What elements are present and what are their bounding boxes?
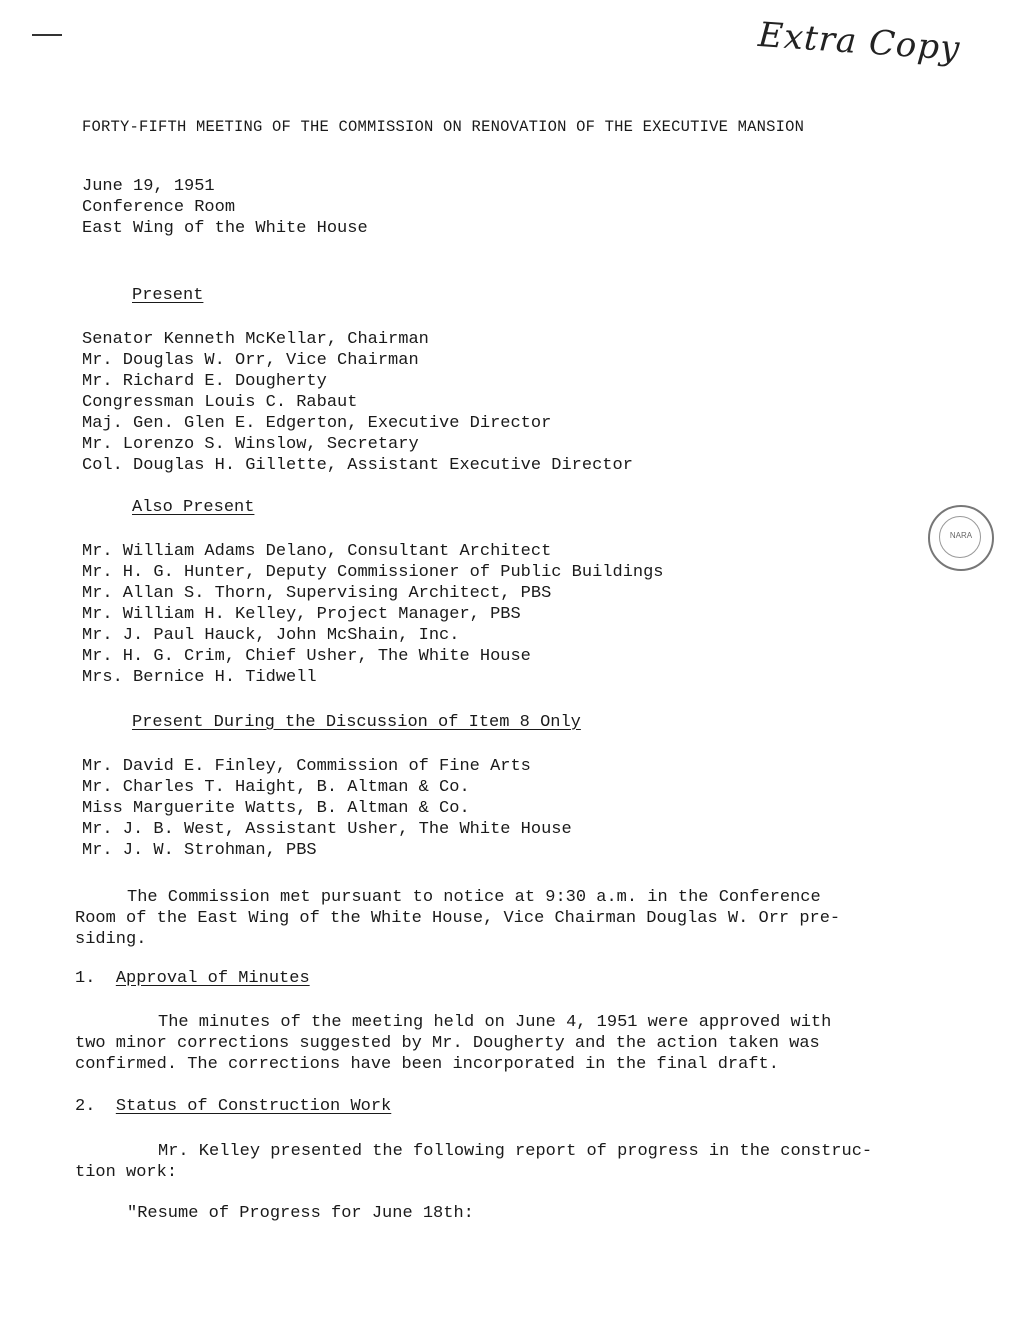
list-item: Miss Marguerite Watts, B. Altman & Co.: [82, 799, 470, 818]
item8-present-list: [82, 756, 572, 861]
paragraph-line: Room of the East Wing of the White House, Vice Chairman Douglas W. Orr pre-: [75, 909, 841, 928]
list-item: Mr. William Adams Delano, Consultant Architect: [82, 542, 552, 561]
list-item: Mr. H. G. Hunter, Deputy Commissioner of Public Buildings: [82, 563, 664, 582]
paragraph-line: tion work:: [75, 1163, 178, 1182]
paragraph-line: two minor corrections suggested by Mr. Dougherty and the action taken was: [75, 1034, 820, 1053]
list-item: Mr. Lorenzo S. Winslow, Secretary: [82, 435, 419, 454]
list-item: Mr. Charles T. Haight, B. Altman & Co.: [82, 778, 470, 797]
list-item: Mr. David E. Finley, Commission of Fine Arts: [82, 757, 531, 776]
archive-stamp: [928, 505, 994, 571]
paragraph-line: confirmed. The corrections have been incorporated in the final draft.: [75, 1055, 779, 1074]
list-item: Mr. Allan S. Thorn, Supervising Architect, PBS: [82, 584, 552, 603]
list-item: Col. Douglas H. Gillette, Assistant Executive Director: [82, 456, 633, 475]
list-item: Senator Kenneth McKellar, Chairman: [82, 330, 429, 349]
section-1-body: [75, 1012, 875, 1075]
section-number: 2.: [75, 1097, 96, 1116]
list-item: Mr. J. W. Strohman, PBS: [82, 841, 317, 860]
section-1-heading: [75, 968, 875, 989]
section-number: 1.: [75, 969, 96, 988]
document-title: FORTY-FIFTH MEETING OF THE COMMISSION ON RENOVATION OF THE EXECUTIVE MANSION: [82, 118, 805, 136]
meeting-header: [82, 176, 368, 239]
section-title: Approval of Minutes: [115, 969, 310, 988]
list-item: Mr. Richard E. Dougherty: [82, 372, 327, 391]
list-item: Mr. Douglas W. Orr, Vice Chairman: [82, 351, 419, 370]
list-item: Mrs. Bernice H. Tidwell: [82, 668, 317, 687]
list-item: Maj. Gen. Glen E. Edgerton, Executive Director: [82, 414, 552, 433]
meeting-location: East Wing of the White House: [82, 219, 368, 238]
list-item: Mr. H. G. Crim, Chief Usher, The White House: [82, 647, 531, 666]
meeting-room: Conference Room: [82, 198, 236, 217]
progress-quote: [75, 1203, 875, 1224]
section-title: Status of Construction Work: [115, 1097, 392, 1116]
intro-paragraph: [75, 887, 875, 950]
paragraph-line: Mr. Kelley presented the following report of progress in the construc-: [158, 1142, 873, 1161]
section-2-heading: [75, 1096, 875, 1117]
section-2-body: [75, 1141, 875, 1183]
meeting-date: June 19, 1951: [82, 177, 215, 196]
paragraph-line: The minutes of the meeting held on June 4, 1951 were approved with: [158, 1013, 832, 1032]
list-item: Mr. J. B. West, Assistant Usher, The White House: [82, 820, 572, 839]
present-heading: Present: [132, 286, 204, 305]
list-item: Mr. William H. Kelley, Project Manager, PBS: [82, 605, 521, 624]
list-item: Mr. J. Paul Hauck, John McShain, Inc.: [82, 626, 460, 645]
archive-stamp-label: NARA: [949, 531, 973, 540]
item8-heading: Present During the Discussion of Item 8 Only: [132, 713, 581, 732]
quote-start: "Resume of Progress for June 18th:: [127, 1204, 474, 1223]
handwritten-annotation: Extra Copy: [756, 14, 962, 70]
paragraph-line: The Commission met pursuant to notice at 9:30 a.m. in the Conference: [127, 888, 821, 907]
also-present-list: [82, 541, 664, 688]
present-list: [82, 329, 633, 476]
list-item: Congressman Louis C. Rabaut: [82, 393, 358, 412]
also-present-heading: Also Present: [132, 498, 255, 517]
margin-mark: [32, 34, 62, 36]
paragraph-line: siding.: [75, 930, 147, 949]
